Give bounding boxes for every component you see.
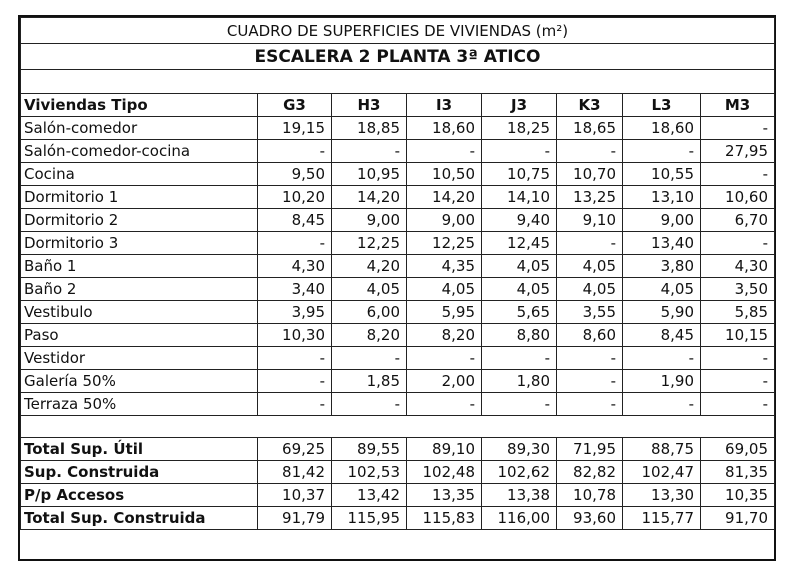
header-row bbox=[21, 94, 775, 117]
value-cell: 89,10 bbox=[407, 438, 482, 461]
value-cell: 13,25 bbox=[557, 186, 623, 209]
value-cell: 10,20 bbox=[258, 186, 332, 209]
value-cell: 9,00 bbox=[407, 209, 482, 232]
value-cell: 10,78 bbox=[557, 484, 623, 507]
value-cell: 9,00 bbox=[332, 209, 407, 232]
row-label: Cocina bbox=[21, 163, 258, 186]
value-cell: - bbox=[623, 140, 701, 163]
table-row bbox=[21, 393, 775, 416]
value-cell: 4,30 bbox=[258, 255, 332, 278]
total-row bbox=[21, 438, 775, 461]
value-cell: 71,95 bbox=[557, 438, 623, 461]
row-label: Dormitorio 2 bbox=[21, 209, 258, 232]
value-cell: 82,82 bbox=[557, 461, 623, 484]
value-cell: - bbox=[407, 393, 482, 416]
row-label: Baño 1 bbox=[21, 255, 258, 278]
value-cell: 10,55 bbox=[623, 163, 701, 186]
value-cell: 102,53 bbox=[332, 461, 407, 484]
gap-cell bbox=[21, 416, 775, 438]
row-label: Dormitorio 1 bbox=[21, 186, 258, 209]
column-header: J3 bbox=[482, 94, 557, 117]
value-cell: 13,35 bbox=[407, 484, 482, 507]
value-cell: - bbox=[557, 232, 623, 255]
value-cell: 1,80 bbox=[482, 370, 557, 393]
value-cell: 10,75 bbox=[482, 163, 557, 186]
value-cell: 3,40 bbox=[258, 278, 332, 301]
value-cell: 69,05 bbox=[701, 438, 775, 461]
value-cell: 102,62 bbox=[482, 461, 557, 484]
value-cell: 4,35 bbox=[407, 255, 482, 278]
value-cell: - bbox=[701, 347, 775, 370]
row-label: Dormitorio 3 bbox=[21, 232, 258, 255]
row-label: Vestibulo bbox=[21, 301, 258, 324]
value-cell: - bbox=[623, 347, 701, 370]
row-label: Vestidor bbox=[21, 347, 258, 370]
value-cell: 10,35 bbox=[701, 484, 775, 507]
value-cell: 4,05 bbox=[332, 278, 407, 301]
value-cell: 9,00 bbox=[623, 209, 701, 232]
value-cell: 13,10 bbox=[623, 186, 701, 209]
value-cell: 89,30 bbox=[482, 438, 557, 461]
value-cell: 18,60 bbox=[407, 117, 482, 140]
value-cell: 10,37 bbox=[258, 484, 332, 507]
value-cell: 115,95 bbox=[332, 507, 407, 530]
value-cell: 13,30 bbox=[623, 484, 701, 507]
table-title-row bbox=[21, 18, 775, 44]
value-cell: 13,40 bbox=[623, 232, 701, 255]
table-row bbox=[21, 163, 775, 186]
value-cell: - bbox=[557, 140, 623, 163]
value-cell: 9,50 bbox=[258, 163, 332, 186]
value-cell: - bbox=[557, 347, 623, 370]
value-cell: 10,60 bbox=[701, 186, 775, 209]
value-cell: 9,10 bbox=[557, 209, 623, 232]
value-cell: - bbox=[557, 370, 623, 393]
table-row bbox=[21, 370, 775, 393]
value-cell: 89,55 bbox=[332, 438, 407, 461]
table-row bbox=[21, 140, 775, 163]
value-cell: 91,79 bbox=[258, 507, 332, 530]
value-cell: 4,05 bbox=[557, 278, 623, 301]
value-cell: 12,25 bbox=[332, 232, 407, 255]
value-cell: 4,05 bbox=[482, 278, 557, 301]
spacer-cell bbox=[21, 70, 775, 94]
row-label: Paso bbox=[21, 324, 258, 347]
total-row bbox=[21, 507, 775, 530]
value-cell: 115,83 bbox=[407, 507, 482, 530]
column-header: K3 bbox=[557, 94, 623, 117]
table-row bbox=[21, 209, 775, 232]
value-cell: 3,55 bbox=[557, 301, 623, 324]
row-label: Terraza 50% bbox=[21, 393, 258, 416]
value-cell: 1,85 bbox=[332, 370, 407, 393]
value-cell: - bbox=[701, 117, 775, 140]
value-cell: 13,38 bbox=[482, 484, 557, 507]
value-cell: - bbox=[701, 232, 775, 255]
value-cell: 8,45 bbox=[623, 324, 701, 347]
value-cell: 4,05 bbox=[557, 255, 623, 278]
value-cell: 2,00 bbox=[407, 370, 482, 393]
value-cell: - bbox=[482, 393, 557, 416]
table-row bbox=[21, 301, 775, 324]
value-cell: 88,75 bbox=[623, 438, 701, 461]
value-cell: 8,45 bbox=[258, 209, 332, 232]
table-row bbox=[21, 324, 775, 347]
column-header: H3 bbox=[332, 94, 407, 117]
row-label: Sup. Construida bbox=[21, 461, 258, 484]
value-cell: 14,10 bbox=[482, 186, 557, 209]
value-cell: 5,95 bbox=[407, 301, 482, 324]
row-label: Galería 50% bbox=[21, 370, 258, 393]
value-cell: 5,85 bbox=[701, 301, 775, 324]
value-cell: - bbox=[258, 347, 332, 370]
value-cell: - bbox=[482, 140, 557, 163]
column-header: M3 bbox=[701, 94, 775, 117]
row-label: Total Sup. Útil bbox=[21, 438, 258, 461]
value-cell: - bbox=[482, 347, 557, 370]
surfaces-table bbox=[20, 17, 775, 530]
value-cell: 27,95 bbox=[701, 140, 775, 163]
value-cell: 8,60 bbox=[557, 324, 623, 347]
value-cell: 12,45 bbox=[482, 232, 557, 255]
value-cell: 116,00 bbox=[482, 507, 557, 530]
value-cell: 4,30 bbox=[701, 255, 775, 278]
value-cell: 5,65 bbox=[482, 301, 557, 324]
total-row bbox=[21, 484, 775, 507]
value-cell: 3,80 bbox=[623, 255, 701, 278]
header-label: Viviendas Tipo bbox=[21, 94, 258, 117]
table-row bbox=[21, 255, 775, 278]
value-cell: 102,47 bbox=[623, 461, 701, 484]
table-row bbox=[21, 232, 775, 255]
row-label: Baño 2 bbox=[21, 278, 258, 301]
value-cell: 8,80 bbox=[482, 324, 557, 347]
value-cell: - bbox=[332, 347, 407, 370]
column-header: I3 bbox=[407, 94, 482, 117]
value-cell: - bbox=[557, 393, 623, 416]
value-cell: - bbox=[623, 393, 701, 416]
value-cell: - bbox=[701, 370, 775, 393]
value-cell: 8,20 bbox=[332, 324, 407, 347]
table-title: CUADRO DE SUPERFICIES DE VIVIENDAS (m²) bbox=[21, 18, 775, 44]
value-cell: - bbox=[332, 393, 407, 416]
value-cell: 18,85 bbox=[332, 117, 407, 140]
value-cell: 115,77 bbox=[623, 507, 701, 530]
value-cell: 4,20 bbox=[332, 255, 407, 278]
value-cell: - bbox=[258, 140, 332, 163]
value-cell: 4,05 bbox=[623, 278, 701, 301]
table-row bbox=[21, 186, 775, 209]
value-cell: 6,70 bbox=[701, 209, 775, 232]
value-cell: - bbox=[701, 163, 775, 186]
value-cell: 4,05 bbox=[482, 255, 557, 278]
value-cell: - bbox=[407, 347, 482, 370]
row-label: Salón-comedor-cocina bbox=[21, 140, 258, 163]
value-cell: 8,20 bbox=[407, 324, 482, 347]
total-row bbox=[21, 461, 775, 484]
value-cell: - bbox=[332, 140, 407, 163]
value-cell: 102,48 bbox=[407, 461, 482, 484]
value-cell: 18,60 bbox=[623, 117, 701, 140]
row-label: P/p Accesos bbox=[21, 484, 258, 507]
row-label: Salón-comedor bbox=[21, 117, 258, 140]
value-cell: 6,00 bbox=[332, 301, 407, 324]
table-subtitle-row bbox=[21, 44, 775, 70]
value-cell: 18,65 bbox=[557, 117, 623, 140]
column-header: L3 bbox=[623, 94, 701, 117]
value-cell: - bbox=[258, 370, 332, 393]
value-cell: 81,42 bbox=[258, 461, 332, 484]
value-cell: 69,25 bbox=[258, 438, 332, 461]
table-row bbox=[21, 278, 775, 301]
column-header: G3 bbox=[258, 94, 332, 117]
value-cell: 81,35 bbox=[701, 461, 775, 484]
value-cell: 1,90 bbox=[623, 370, 701, 393]
value-cell: 14,20 bbox=[332, 186, 407, 209]
value-cell: 10,95 bbox=[332, 163, 407, 186]
value-cell: 3,95 bbox=[258, 301, 332, 324]
value-cell: 14,20 bbox=[407, 186, 482, 209]
value-cell: - bbox=[407, 140, 482, 163]
value-cell: 9,40 bbox=[482, 209, 557, 232]
surface-table-sheet bbox=[18, 15, 776, 561]
value-cell: 10,50 bbox=[407, 163, 482, 186]
row-label: Total Sup. Construida bbox=[21, 507, 258, 530]
gap-row bbox=[21, 416, 775, 438]
table-subtitle: ESCALERA 2 PLANTA 3ª ATICO bbox=[21, 44, 775, 70]
table-row bbox=[21, 117, 775, 140]
spacer-row bbox=[21, 70, 775, 94]
value-cell: 12,25 bbox=[407, 232, 482, 255]
value-cell: - bbox=[701, 393, 775, 416]
value-cell: 10,70 bbox=[557, 163, 623, 186]
value-cell: - bbox=[258, 232, 332, 255]
value-cell: 13,42 bbox=[332, 484, 407, 507]
value-cell: 5,90 bbox=[623, 301, 701, 324]
value-cell: 4,05 bbox=[407, 278, 482, 301]
value-cell: 19,15 bbox=[258, 117, 332, 140]
value-cell: - bbox=[258, 393, 332, 416]
value-cell: 3,50 bbox=[701, 278, 775, 301]
value-cell: 93,60 bbox=[557, 507, 623, 530]
value-cell: 10,15 bbox=[701, 324, 775, 347]
value-cell: 10,30 bbox=[258, 324, 332, 347]
value-cell: 91,70 bbox=[701, 507, 775, 530]
table-row bbox=[21, 347, 775, 370]
value-cell: 18,25 bbox=[482, 117, 557, 140]
